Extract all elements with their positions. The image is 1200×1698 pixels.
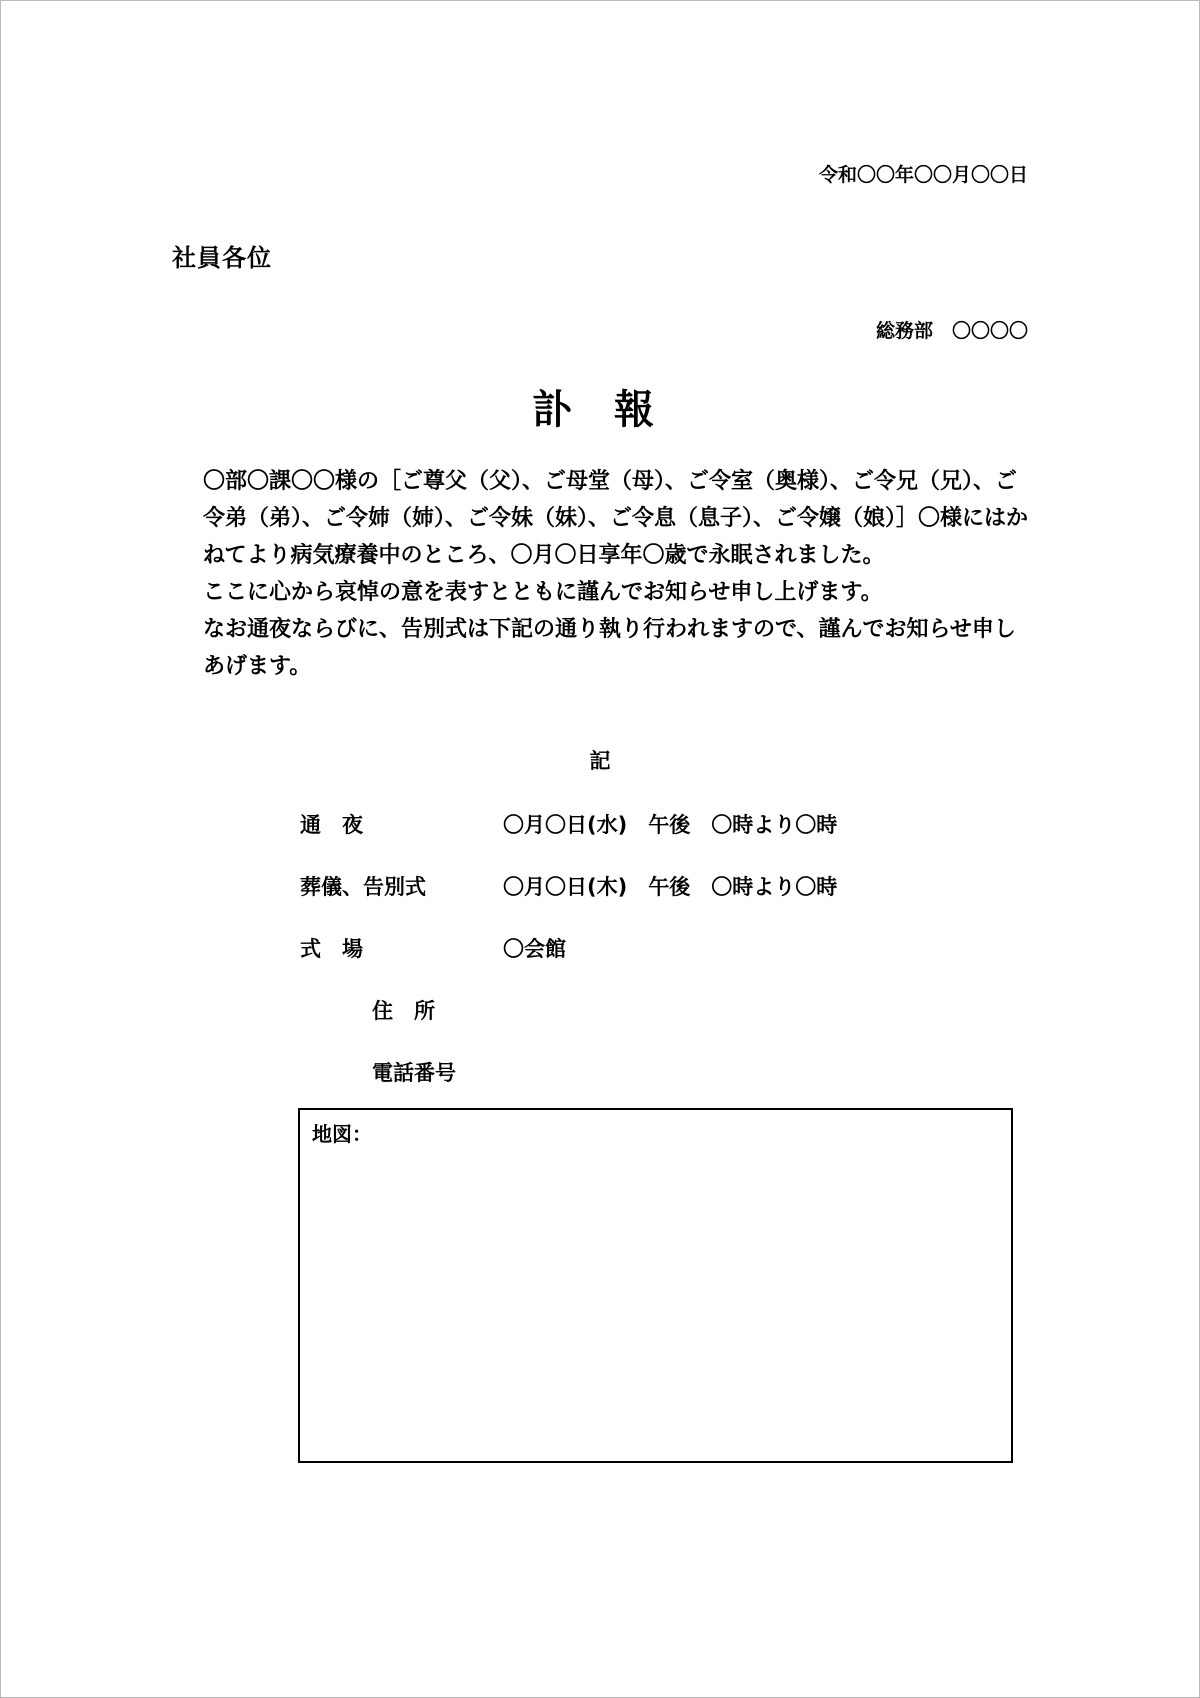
body-text xyxy=(203,463,1033,685)
document-title: 訃 報 xyxy=(532,386,668,433)
phone-label: 電話番号 xyxy=(372,1061,456,1085)
document-date: 令和〇〇年〇〇月〇〇日 xyxy=(818,164,1028,186)
wake-value: 〇月〇日(水) 午後 〇時より〇時 xyxy=(503,813,838,837)
address-label: 住 所 xyxy=(372,999,435,1023)
addressee: 社員各位 xyxy=(172,244,272,272)
map-label: 地図： xyxy=(312,1122,372,1146)
ki-heading: 記 xyxy=(589,749,611,773)
venue-label: 式 場 xyxy=(300,937,363,961)
wake-label: 通 夜 xyxy=(300,813,363,837)
body-paragraph: 〇部〇課〇〇様の［ご尊父（父）、ご母堂（母）、ご令室（奥様）、ご令兄（兄）、ご令弟（弟）、ご令姉（姉）、ご令妹（妹）、ご令息（息子）、ご令嬢（娘）］〇様にはかねてより病気療養中のところ、〇月〇日享年〇歳で永眠されました。 xyxy=(203,469,1029,568)
body-paragraph: ここに心から哀悼の意を表すとともに謹んでお知らせ申し上げます。 xyxy=(203,580,883,605)
funeral-value: 〇月〇日(木) 午後 〇時より〇時 xyxy=(503,875,838,899)
venue-value: 〇会館 xyxy=(503,937,566,961)
map-box xyxy=(298,1108,1013,1463)
sender: 総務部 〇〇〇〇 xyxy=(875,320,1028,342)
body-paragraph: なお通夜ならびに、告別式は下記の通り執り行われますので、謹んでお知らせ申しあげます。 xyxy=(203,617,1016,679)
funeral-label: 葬儀、告別式 xyxy=(300,875,426,899)
